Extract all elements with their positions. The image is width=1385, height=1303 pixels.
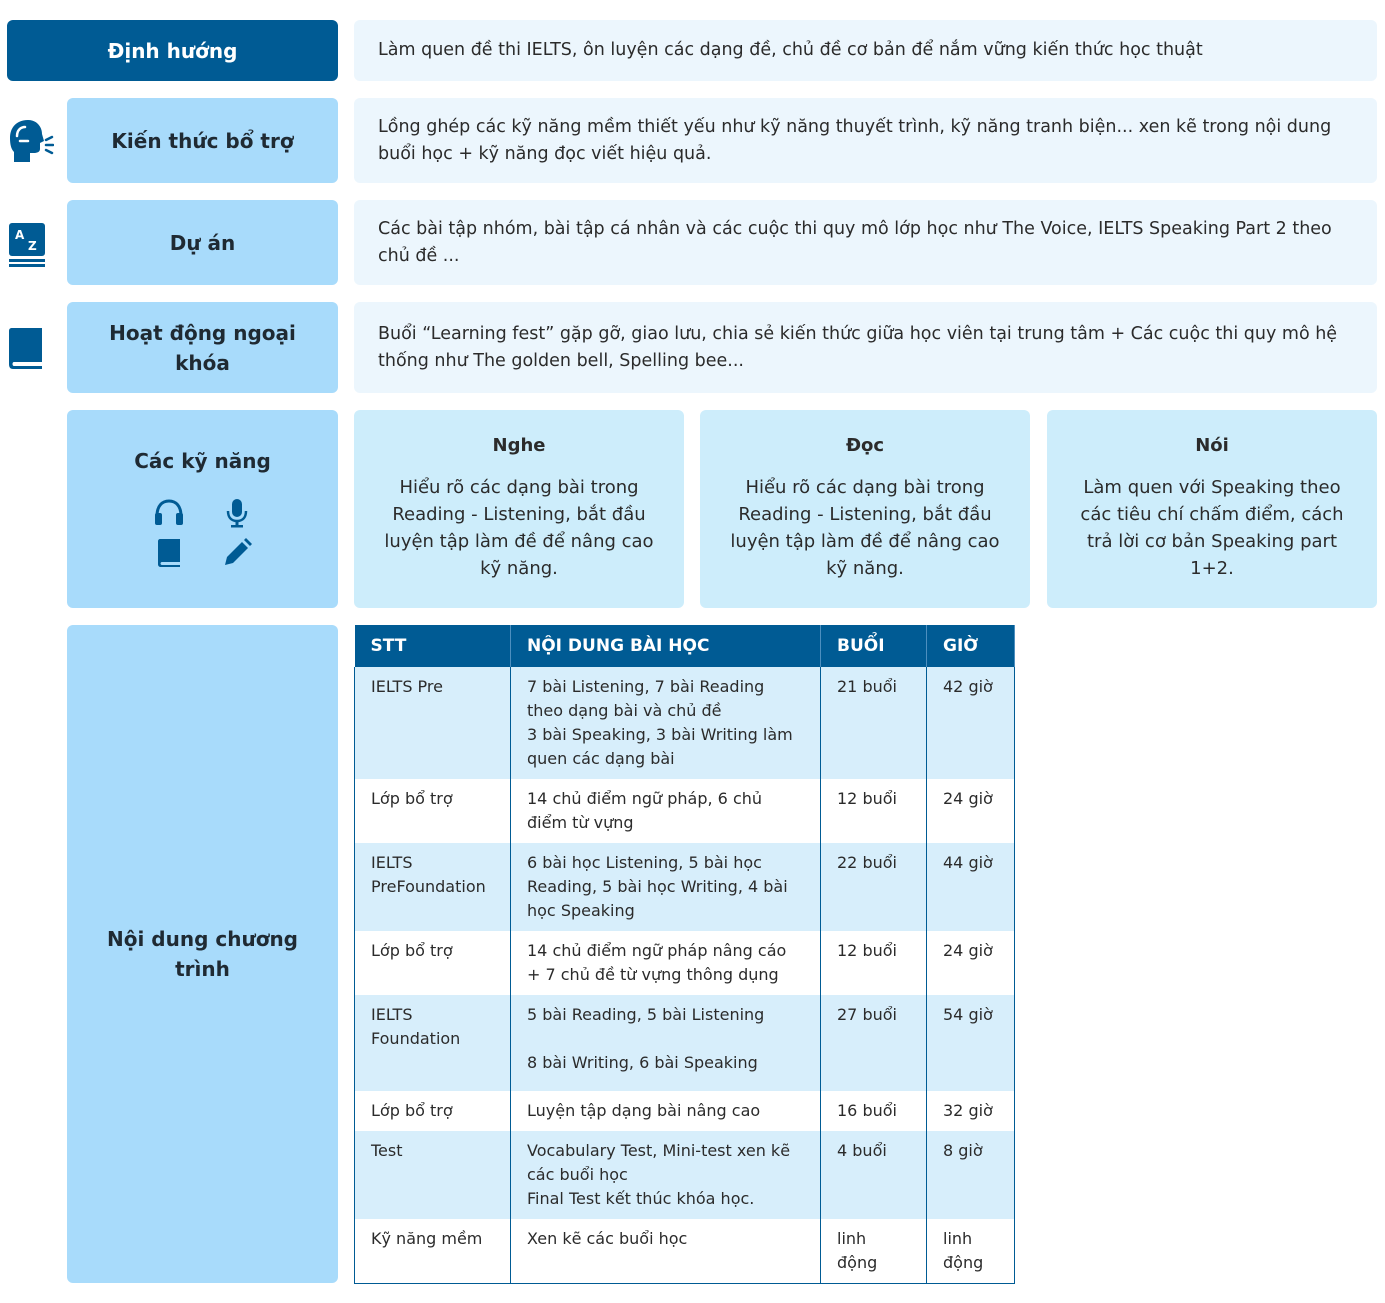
table-row: [355, 667, 1015, 779]
table-row: [355, 779, 1015, 843]
cell-hours: 8 giờ: [927, 1131, 1015, 1219]
desc-hoat-dong-ngoai-khoa: Buổi “Learning fest” gặp gỡ, giao lưu, chia sẻ kiến thức giữa học viên tại trung tâm + Các cuộc thi quy mô hệ thống như The golden bell, Spelling bee...: [354, 302, 1377, 393]
cell-stt: Test: [355, 1131, 511, 1219]
label-hoat-dong-ngoai-khoa: Hoạt động ngoại khóa: [67, 302, 338, 393]
desc-dinh-huong: Làm quen đề thi IELTS, ôn luyện các dạng đề, chủ đề cơ bản để nắm vững kiến thức học thuật: [354, 20, 1377, 81]
header-stt: STT: [355, 625, 511, 667]
cell-stt: Lớp bổ trợ: [355, 1091, 511, 1131]
desc-du-an: Các bài tập nhóm, bài tập cá nhân và các cuộc thi quy mô lớp học như The Voice, IELTS Speaking Part 2 theo chủ đề ...: [354, 200, 1377, 285]
header-hours: GIỜ: [927, 625, 1015, 667]
cell-sessions: linh động: [821, 1219, 927, 1284]
program-table: [354, 625, 1015, 1284]
skill-card-text: Hiểu rõ các dạng bài trong Reading - Listening, bắt đầu luyện tập làm đề để nâng cao kỹ năng.: [384, 477, 654, 579]
cell-hours: 32 giờ: [927, 1091, 1015, 1131]
cell-stt: IELTS Pre: [355, 667, 511, 779]
header-sessions: BUỔI: [821, 625, 927, 667]
cell-sessions: 12 buổi: [821, 931, 927, 995]
cell-sessions: 12 buổi: [821, 779, 927, 843]
skill-card-title: Nói: [1195, 435, 1229, 456]
program-table-wrapper: [354, 625, 1015, 1284]
speaking-head-icon: [6, 116, 54, 170]
cell-content: Luyện tập dạng bài nâng cao: [511, 1091, 821, 1131]
book-icon: [135, 538, 203, 568]
skill-card-text: Hiểu rõ các dạng bài trong Reading - Listening, bắt đầu luyện tập làm đề để nâng cao kỹ năng.: [730, 477, 1000, 579]
book-icon: [8, 326, 44, 374]
table-row: [355, 1131, 1015, 1219]
table-row: [355, 931, 1015, 995]
cell-content: 6 bài học Listening, 5 bài học Reading, 5 bài học Writing, 4 bài học Speaking: [511, 843, 821, 931]
label-noi-dung-chuong-trinh: Nội dung chương trình: [67, 625, 338, 1283]
table-row: [355, 995, 1015, 1091]
svg-text:Z: Z: [28, 239, 37, 253]
cell-stt: IELTS PreFoundation: [355, 843, 511, 931]
cell-content: 5 bài Reading, 5 bài Listening 8 bài Writing, 6 bài Speaking: [511, 995, 821, 1091]
cell-hours: 24 giờ: [927, 779, 1015, 843]
label-du-an: Dự án: [67, 200, 338, 285]
cell-hours: linh động: [927, 1219, 1015, 1284]
cell-content: Vocabulary Test, Mini-test xen kẽ các buổi học Final Test kết thúc khóa học.: [511, 1131, 821, 1219]
table-row: [355, 843, 1015, 931]
label-kien-thuc-bo-tro: Kiến thức bổ trợ: [67, 98, 338, 183]
cell-stt: IELTS Foundation: [355, 995, 511, 1091]
table-header-row: [355, 625, 1015, 667]
cell-stt: Lớp bổ trợ: [355, 931, 511, 995]
table-row: [355, 1091, 1015, 1131]
cell-sessions: 27 buổi: [821, 995, 927, 1091]
headphones-icon: [135, 498, 203, 528]
cell-hours: 44 giờ: [927, 843, 1015, 931]
az-dictionary-icon: [8, 222, 46, 272]
skills-label: Các kỹ năng: [134, 449, 271, 473]
cell-hours: 24 giờ: [927, 931, 1015, 995]
header-content: NỘI DUNG BÀI HỌC: [511, 625, 821, 667]
cell-hours: 42 giờ: [927, 667, 1015, 779]
cell-stt: Lớp bổ trợ: [355, 779, 511, 843]
cell-sessions: 21 buổi: [821, 667, 927, 779]
microphone-icon: [203, 498, 271, 528]
skill-card-listening: [354, 410, 684, 608]
desc-kien-thuc-bo-tro: Lồng ghép các kỹ năng mềm thiết yếu như kỹ năng thuyết trình, kỹ năng tranh biện... xen kẽ trong nội dung buổi học + kỹ năng đọc viết hiệu quả.: [354, 98, 1377, 183]
label-dinh-huong: Định hướng: [7, 20, 338, 81]
cell-sessions: 4 buổi: [821, 1131, 927, 1219]
cell-stt: Kỹ năng mềm: [355, 1219, 511, 1284]
cell-content: 14 chủ điểm ngữ pháp, 6 chủ điểm từ vựng: [511, 779, 821, 843]
skills-panel: [67, 410, 338, 608]
pencil-icon: [203, 538, 271, 568]
cell-hours: 54 giờ: [927, 995, 1015, 1091]
cell-content: Xen kẽ các buổi học: [511, 1219, 821, 1284]
svg-text:A: A: [15, 228, 25, 242]
table-row: [355, 1219, 1015, 1284]
cell-sessions: 22 buổi: [821, 843, 927, 931]
skill-card-title: Nghe: [492, 435, 546, 456]
skill-card-title: Đọc: [845, 435, 885, 456]
cell-content: 7 bài Listening, 7 bài Reading theo dạng bài và chủ đề 3 bài Speaking, 3 bài Writing làm quen các dạng bài: [511, 667, 821, 779]
skill-card-speaking: [1047, 410, 1377, 608]
cell-content: 14 chủ điểm ngữ pháp nâng cáo + 7 chủ đề từ vựng thông dụng: [511, 931, 821, 995]
skill-card-text: Làm quen với Speaking theo các tiêu chí chấm điểm, cách trả lời cơ bản Speaking part 1+2.: [1080, 477, 1344, 579]
cell-sessions: 16 buổi: [821, 1091, 927, 1131]
skill-card-reading: [700, 410, 1030, 608]
